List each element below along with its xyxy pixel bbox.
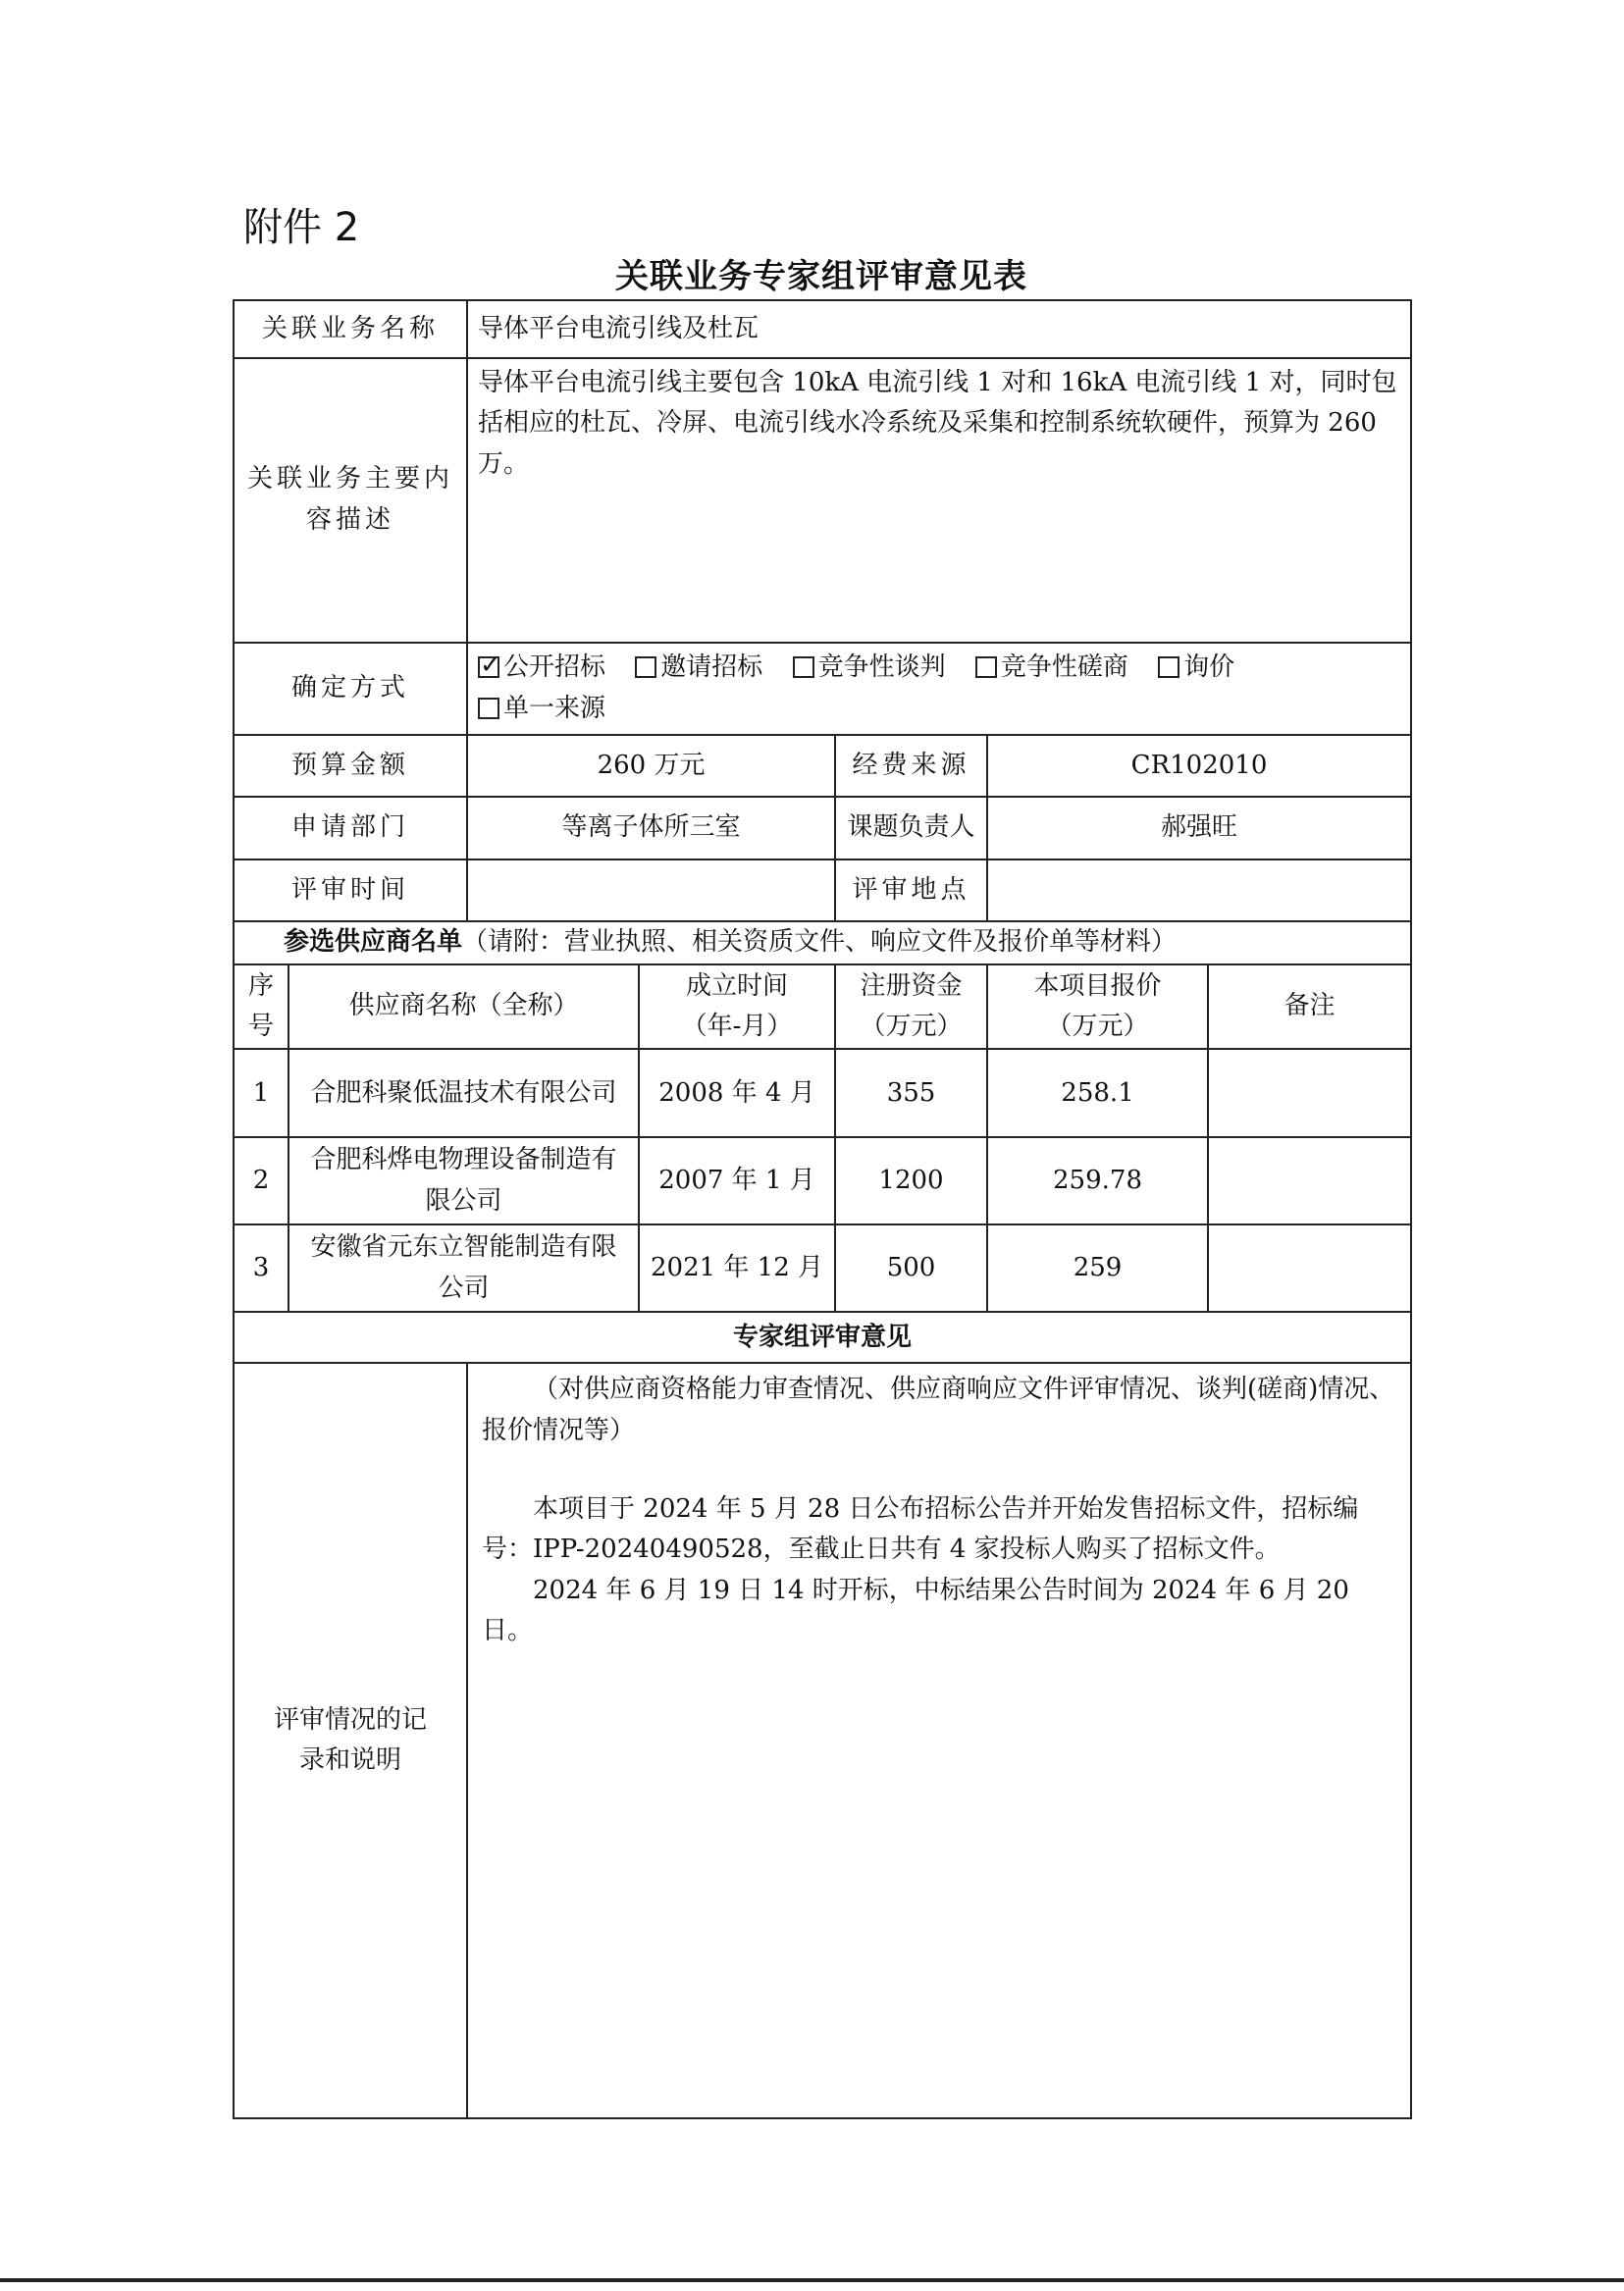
business-desc-cell (467, 358, 1411, 643)
page-title: 关联业务专家组评审意见表 (615, 257, 1027, 296)
supplier-quote: 259 (987, 1224, 1208, 1312)
supplier-heading-title: 参选供应商名单 (284, 927, 463, 958)
supplier-quote: 258.1 (987, 1049, 1208, 1137)
review-place-value (987, 859, 1411, 921)
col-header-name: 供应商名称（全称） (288, 964, 639, 1049)
supplier-name: 安徽省元东立智能制造有限公司 (288, 1224, 639, 1312)
method-option-competitive-consultation[interactable]: 竞争性磋商 (975, 648, 1128, 689)
supplier-name: 合肥科聚低温技术有限公司 (288, 1049, 639, 1137)
method-option-single-source[interactable]: 单一来源 (478, 689, 605, 730)
table-row (234, 1137, 1411, 1224)
opinion-row (234, 1363, 1411, 2118)
col-header-remark: 备注 (1208, 964, 1411, 1049)
supplier-no: 1 (234, 1049, 288, 1137)
opinion-label: 评审情况的记录和说明 (234, 1363, 467, 2118)
table-row (234, 1224, 1411, 1312)
opinion-heading-row (234, 1312, 1411, 1363)
dept-row (234, 797, 1411, 860)
supplier-remark (1208, 1137, 1411, 1224)
method-label: 确定方式 (234, 643, 467, 735)
business-name-value: 导体平台电流引线及杜瓦 (467, 300, 1411, 358)
method-option-inquiry[interactable]: 询价 (1158, 648, 1234, 689)
supplier-no: 3 (234, 1224, 288, 1312)
checkbox-icon[interactable] (1158, 656, 1179, 678)
opinion-content (467, 1363, 1411, 2118)
method-row (234, 643, 1411, 735)
business-desc-label: 关联业务主要内容描述 (234, 358, 467, 643)
method-option-competitive-negotiation[interactable]: 竞争性谈判 (793, 648, 946, 689)
checkbox-icon[interactable] (635, 656, 656, 678)
opinion-paragraph-1: 本项目于 2024 年 5 月 28 日公布招标公告并开始发售招标文件，招标编号：IPP-20240490528，至截止日共有 4 家投标人购买了招标文件。 (482, 1493, 1359, 1565)
checkbox-icon[interactable] (975, 656, 997, 678)
attachment-label: 附件 2 (243, 205, 360, 250)
funding-source-value: CR102010 (987, 735, 1411, 797)
method-option-invited-tender[interactable]: 邀请招标 (635, 648, 762, 689)
review-place-label: 评审地点 (835, 859, 987, 921)
col-header-founded: 成立时间（年-月） (639, 964, 835, 1049)
review-time-row (234, 859, 1411, 921)
supplier-founded: 2007 年 1 月 (639, 1137, 835, 1224)
business-name-row (234, 300, 1411, 358)
opinion-heading: 专家组评审意见 (234, 1312, 1411, 1363)
funding-source-label: 经费来源 (835, 735, 987, 797)
business-name-label: 关联业务名称 (234, 300, 467, 358)
table-row (234, 1049, 1411, 1137)
supplier-capital: 355 (835, 1049, 987, 1137)
method-option-open-tender[interactable]: ✓公开招标 (478, 648, 605, 689)
opinion-intro: （对供应商资格能力审查情况、供应商响应文件评审情况、谈判(磋商)情况、报价情况等） (482, 1375, 1395, 1445)
review-time-value (467, 859, 835, 921)
budget-row (234, 735, 1411, 797)
supplier-founded: 2008 年 4 月 (639, 1049, 835, 1137)
supplier-quote: 259.78 (987, 1137, 1208, 1224)
dept-value: 等离子体所三室 (467, 797, 835, 860)
checkbox-icon[interactable] (793, 656, 814, 678)
budget-label: 预算金额 (234, 735, 467, 797)
col-header-no: 序号 (234, 964, 288, 1049)
business-desc-value: 导体平台电流引线主要包含 10kA 电流引线 1 对和 16kA 电流引线 1 对，同时包括相应的杜瓦、冷屏、电流引线水冷系统及采集和控制系统软硬件，预算为 260 万。 (478, 367, 1397, 479)
dept-label: 申请部门 (234, 797, 467, 860)
project-lead-label: 课题负责人 (835, 797, 987, 860)
supplier-no: 2 (234, 1137, 288, 1224)
supplier-founded: 2021 年 12 月 (639, 1224, 835, 1312)
supplier-heading-row (234, 921, 1411, 964)
supplier-remark (1208, 1049, 1411, 1137)
supplier-capital: 1200 (835, 1137, 987, 1224)
opinion-paragraph-2: 2024 年 6 月 19 日 14 时开标，中标结果公告时间为 2024 年 6 月 20 日。 (482, 1575, 1349, 1646)
project-lead-value: 郝强旺 (987, 797, 1411, 860)
supplier-name: 合肥科烨电物理设备制造有限公司 (288, 1137, 639, 1224)
budget-value: 260 万元 (467, 735, 835, 797)
supplier-remark (1208, 1224, 1411, 1312)
review-time-label: 评审时间 (234, 859, 467, 921)
supplier-capital: 500 (835, 1224, 987, 1312)
method-options (467, 643, 1411, 735)
business-desc-row (234, 358, 1411, 643)
col-header-capital: 注册资金（万元） (835, 964, 987, 1049)
col-header-quote: 本项目报价（万元） (987, 964, 1208, 1049)
supplier-heading (234, 921, 1411, 964)
supplier-header-row (234, 964, 1411, 1049)
scan-edge-rule (0, 2278, 1624, 2282)
checked-box-icon[interactable] (478, 656, 499, 678)
supplier-heading-note: （请附：营业执照、相关资质文件、响应文件及报价单等材料） (462, 927, 1178, 958)
checkbox-icon[interactable] (478, 698, 499, 719)
review-form (233, 299, 1412, 2119)
